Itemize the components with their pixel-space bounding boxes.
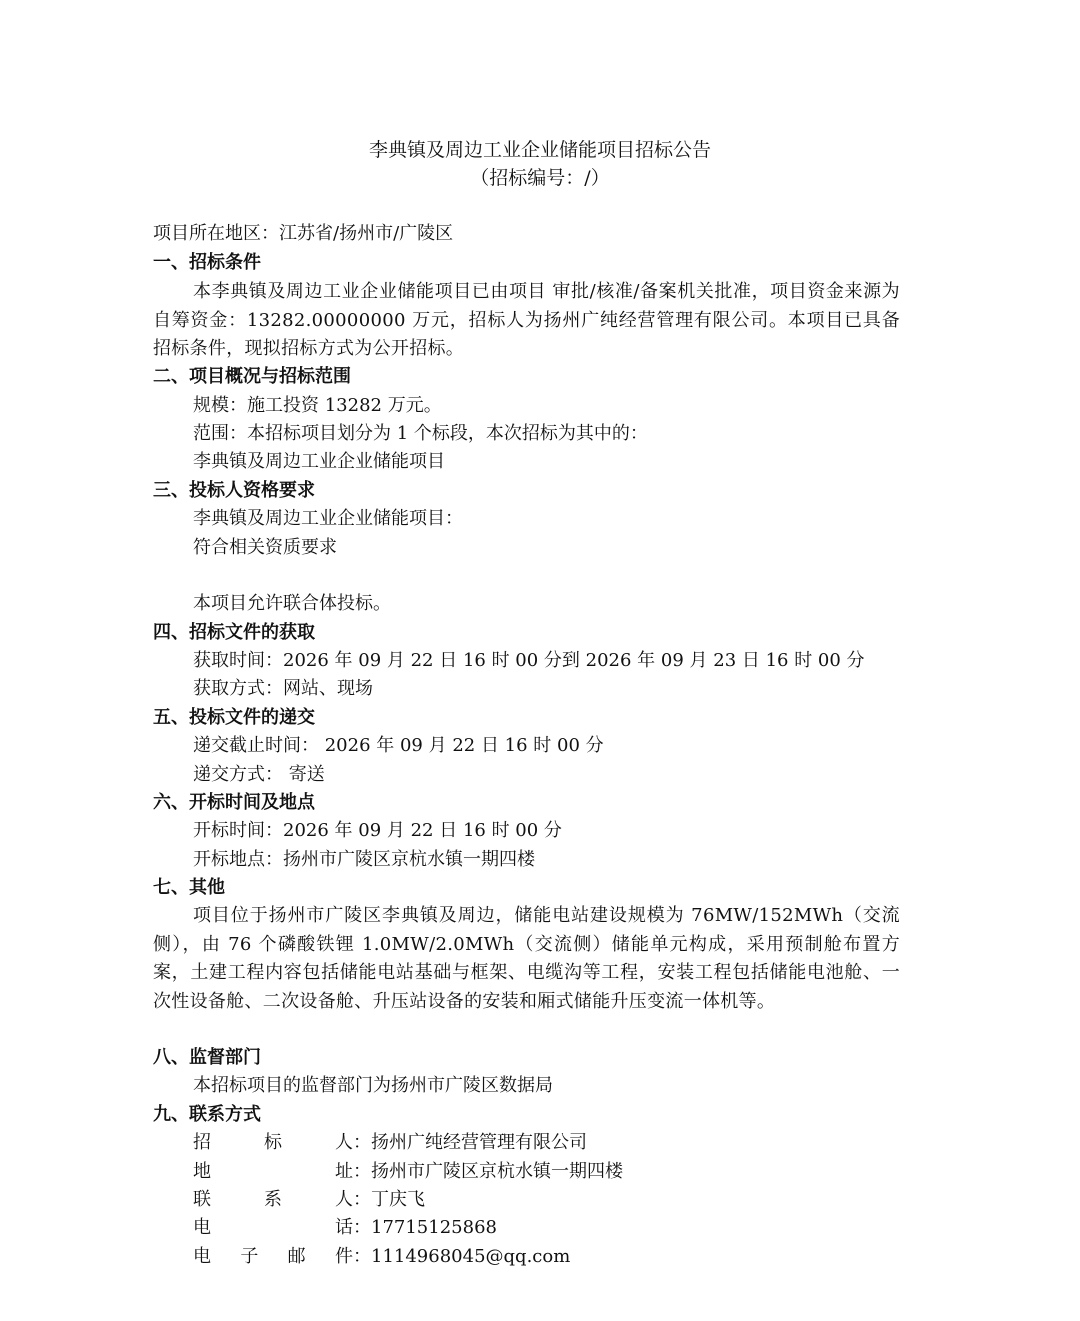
section-heading-submission: 五、投标文件的递交: [153, 707, 315, 728]
contact-row-address: 地 址 ：扬州市广陵区京杭水镇一期四楼: [193, 1161, 623, 1182]
contact-phone-value: 17715125868: [371, 1217, 497, 1238]
tender-code: （招标编号：/）: [470, 167, 610, 189]
qualification-requirement: 符合相关资质要求: [193, 537, 337, 558]
project-region: 项目所在地区：江苏省/扬州市/广陵区: [153, 223, 454, 244]
scale-line: 规模：施工投资 13282 万元。: [193, 395, 442, 416]
opening-place: 开标地点：扬州市广陵区京杭水镇一期四楼: [193, 849, 535, 870]
scope-project-line: 李典镇及周边工业企业储能项目: [193, 451, 445, 472]
section-heading-conditions: 一、招标条件: [153, 252, 261, 273]
contact-address-value: 扬州市广陵区京杭水镇一期四楼: [371, 1161, 623, 1182]
conditions-paragraph: 本李典镇及周边工业企业储能项目已由项目 审批/核准/备案机关批准，项目资金来源为自筹资金：13282.00000000 万元，招标人为扬州广纯经营管理有限公司。本项目已具备招标条件，现拟招标方式为公开招标。: [153, 281, 900, 359]
document-title: 李典镇及周边工业企业储能项目招标公告: [368, 139, 711, 161]
contact-row-person: 联 系 人 ：丁庆飞: [193, 1189, 425, 1210]
document-obtain-time: 获取时间：2026 年 09 月 22 日 16 时 00 分到 2026 年 09 月 23 日 16 时 00 分: [193, 650, 865, 671]
section-heading-opening: 六、开标时间及地点: [153, 792, 315, 813]
section-heading-other: 七、其他: [153, 877, 225, 898]
document-obtain-method: 获取方式：网站、现场: [193, 678, 373, 699]
contact-row-tenderer: 招 标 人 ：扬州广纯经营管理有限公司: [193, 1132, 587, 1153]
section-heading-overview: 二、项目概况与招标范围: [153, 366, 351, 387]
submission-deadline: 递交截止时间： 2026 年 09 月 22 日 16 时 00 分: [193, 735, 604, 756]
contact-email-value: 1114968045@qq.com: [371, 1246, 571, 1267]
section-heading-qualifications: 三、投标人资格要求: [153, 480, 315, 501]
submission-method: 递交方式： 寄送: [193, 764, 325, 785]
contact-row-email: 电 子 邮 件 ：1114968045@qq.com: [193, 1246, 571, 1267]
contact-person-value: 丁庆飞: [371, 1189, 425, 1210]
supervision-line: 本招标项目的监督部门为扬州市广陵区数据局: [193, 1075, 553, 1096]
section-heading-supervision: 八、监督部门: [153, 1047, 261, 1068]
other-paragraph: 项目位于扬州市广陵区李典镇及周边，储能电站建设规模为 76MW/152MWh（交流侧），由 76 个磷酸铁锂 1.0MW/2.0MWh（交流侧）储能单元构成，采用预制舱布置方案，土建工程内容包括储能电站基础与框架、电缆沟等工程，安装工程包括储能电池舱、一次性设备舱、二次设备舱、升压站设备的安装和厢式储能升压变流一体机等。: [153, 905, 900, 1012]
section-heading-documents: 四、招标文件的获取: [153, 622, 315, 643]
scope-line: 范围：本招标项目划分为 1 个标段，本次招标为其中的：: [193, 423, 648, 444]
section-heading-contact: 九、联系方式: [153, 1104, 261, 1125]
qualification-project-line: 李典镇及周边工业企业储能项目：: [193, 508, 463, 529]
consortium-line: 本项目允许联合体投标。: [193, 593, 391, 614]
contact-row-phone: 电 话 ：17715125868: [193, 1217, 497, 1238]
contact-tenderer-value: 扬州广纯经营管理有限公司: [371, 1132, 587, 1153]
opening-time: 开标时间：2026 年 09 月 22 日 16 时 00 分: [193, 820, 562, 841]
